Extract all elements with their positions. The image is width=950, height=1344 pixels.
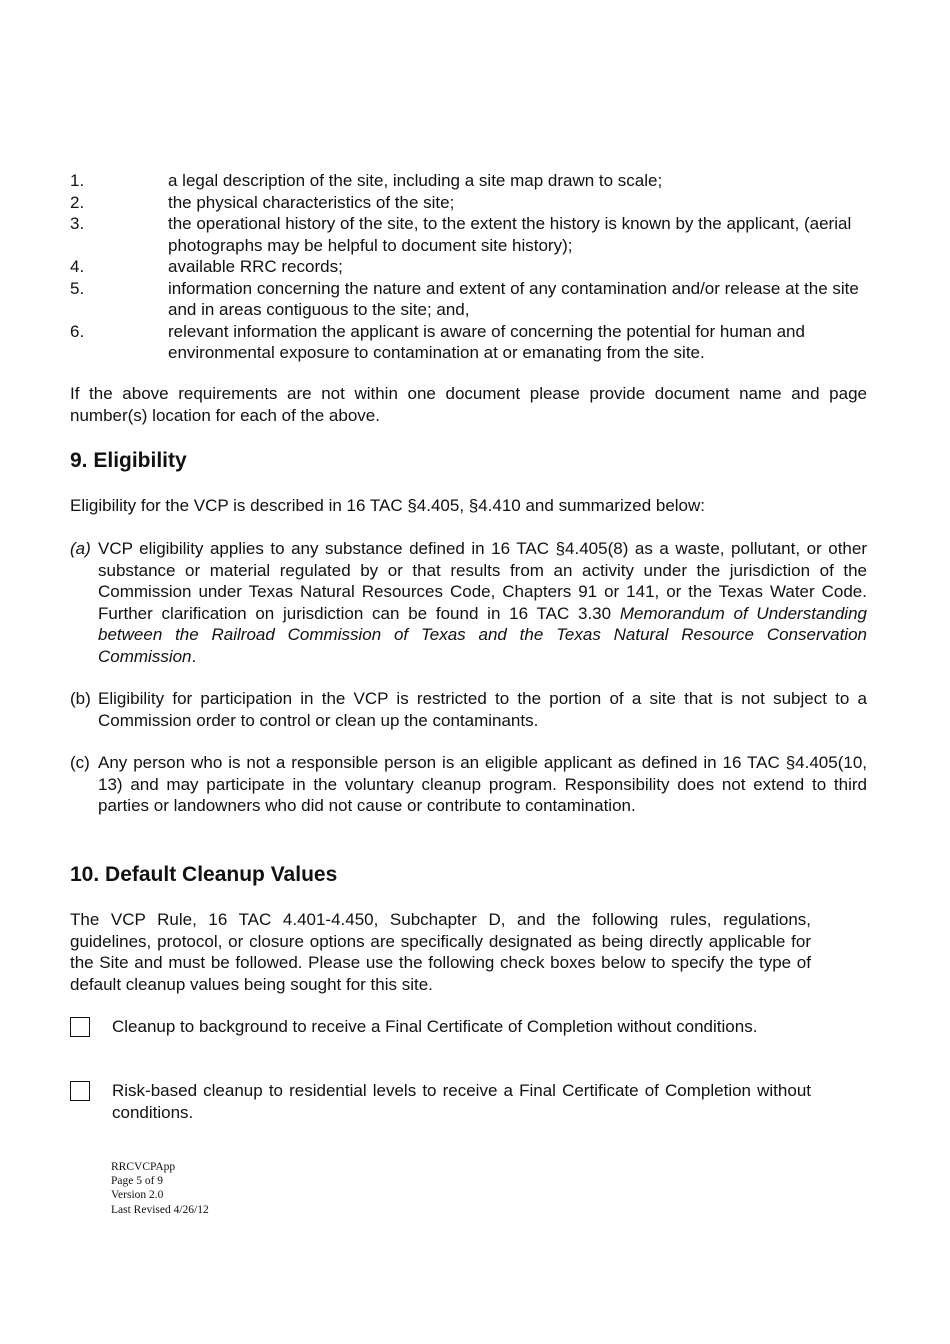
list-item: 2. the physical characteristics of the site;	[70, 192, 455, 212]
residential-cleanup-label: Risk-based cleanup to residential levels to receive a Final Certificate of Completion without conditions.	[112, 1081, 811, 1122]
list-item: 1. a legal description of the site, including a site map drawn to scale;	[70, 171, 663, 190]
item-a-label: (a)	[70, 539, 91, 558]
page-footer	[111, 1160, 209, 1217]
background-cleanup-checkbox[interactable]	[70, 1017, 90, 1037]
item-b-label: (b)	[70, 689, 91, 708]
footer-revised-date: Last Revised 4/26/12	[111, 1203, 209, 1216]
list-item: 4. available RRC records;	[70, 257, 343, 276]
cleanup-option-background	[70, 1016, 811, 1038]
item-a-italic-text: Memorandum of Understanding between the Railroad Commission of Texas and the Texas Natural Resource Conservation Commission	[98, 603, 867, 666]
list-item: 5. information concerning the nature and extent of any contamination and/or release at the site and in areas contiguous to the site; and,	[70, 278, 859, 319]
requirements-note: If the above requirements are not within one document please provide document name and page number(s) location for each of the above.	[70, 384, 867, 425]
default-cleanup-heading: 10. Default Cleanup Values	[70, 863, 338, 886]
site-requirements-list	[70, 170, 870, 364]
eligibility-item-b	[70, 688, 867, 731]
default-cleanup-intro: The VCP Rule, 16 TAC 4.401-4.450, Subchapter D, and the following rules, regulations, guidelines, protocol, or closure options are specifically designated as being directly applicable for the Site and must be followed. Please use the following check boxes below to specify the type of default cleanup values being sought for this site.	[70, 910, 811, 994]
list-item: 3. the operational history of the site, to the extent the history is known by the applicant, (aerial photographs may be helpful to document site history);	[70, 214, 852, 255]
list-item: 6. relevant information the applicant is aware of concerning the potential for human and environmental exposure to contamination at or emanating from the site.	[70, 321, 805, 362]
eligibility-intro: Eligibility for the VCP is described in 16 TAC §4.405, §4.410 and summarized below:	[70, 496, 706, 515]
eligibility-item-a	[70, 538, 867, 667]
item-c-label: (c)	[70, 753, 90, 772]
item-b-text: Eligibility for participation in the VCP is restricted to the portion of a site that is not subject to a Commission order to control or clean up the contaminants.	[98, 689, 867, 730]
cleanup-option-residential	[70, 1080, 811, 1123]
residential-cleanup-checkbox[interactable]	[70, 1081, 90, 1101]
background-cleanup-label: Cleanup to background to receive a Final Certificate of Completion without conditions.	[112, 1017, 758, 1036]
eligibility-item-c	[70, 752, 867, 817]
footer-page-number: Page 5 of 9	[111, 1175, 164, 1188]
eligibility-heading: 9. Eligibility	[70, 449, 187, 472]
item-a-end: .	[191, 646, 197, 666]
footer-form-id: RRCVCPApp	[111, 1161, 176, 1173]
item-a-text: VCP eligibility applies to any substance defined in 16 TAC §4.405(8) as a waste, pollutant, or other substance or material regulated by or that results from an activity under the jurisdiction of the Commission under Texas Natural Resources Code, Chapters 91 or 141, or the Texas Water Code. Further clarification on jurisdiction can be found in 16 TAC 3.30	[98, 539, 867, 623]
footer-version: Version 2.0	[111, 1189, 164, 1202]
item-c-text: Any person who is not a responsible person is an eligible applicant as defined in 16 TAC §4.405(10, 13) and may participate in the voluntary cleanup program. Responsibility does not extend to third parties or landowners who did not cause or contribute to contamination.	[98, 753, 867, 815]
